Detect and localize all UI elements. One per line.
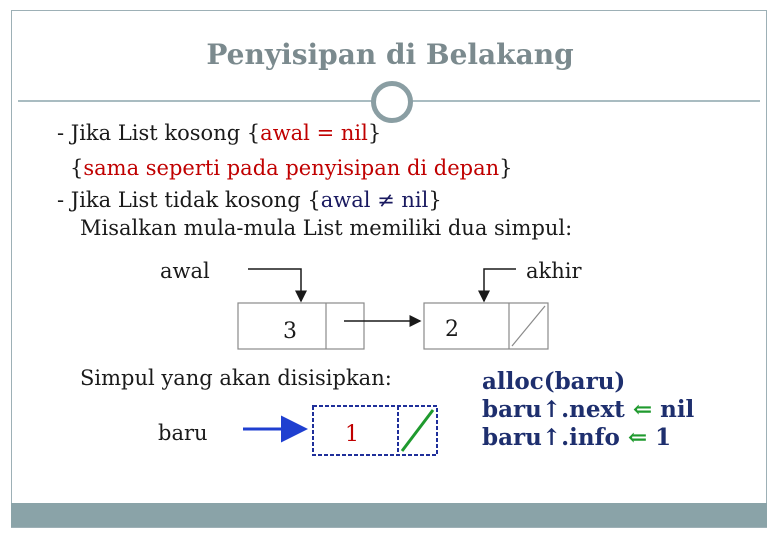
code-info-text: baru↑.info [482, 424, 628, 451]
assign-arrow-icon: ⇐ [627, 424, 648, 451]
bullet-1-prefix: - Jika List kosong { [57, 121, 261, 145]
label-baru: baru [158, 421, 208, 445]
node-1-info: 3 [283, 319, 297, 344]
bullet-3-condition: awal ≠ nil [320, 188, 429, 212]
insert-caption: Simpul yang akan disisipkan: [80, 366, 392, 390]
code-info-value: 1 [647, 424, 672, 451]
label-awal: awal [160, 259, 210, 283]
label-akhir: akhir [526, 259, 582, 283]
akhir-pointer-arrow [484, 269, 516, 301]
node-1 [238, 303, 364, 349]
bullet-1-suffix: } [367, 121, 382, 145]
bullet-3-suffix: } [428, 188, 442, 212]
new-node [313, 406, 437, 455]
bullet-two-nodes: Misalkan mula-mula List memiliki dua simpul: [80, 216, 573, 240]
bullet-2-suffix: } [499, 156, 513, 180]
node-2-info: 2 [445, 317, 459, 342]
bullet-2-prefix: { [70, 156, 84, 180]
assign-arrow-icon: ⇐ [632, 396, 653, 423]
bullet-1-condition: awal = nil [260, 121, 368, 145]
slide-title: Penyisipan di Belakang [206, 38, 574, 71]
awal-pointer-arrow [248, 269, 301, 301]
code-alloc: alloc(baru) [482, 368, 626, 395]
new-node-info: 1 [345, 422, 359, 447]
bullet-3-prefix: - Jika List tidak kosong { [57, 188, 321, 212]
node-2 [424, 303, 548, 349]
bullet-2-note: sama seperti pada penyisipan di depan [83, 156, 500, 180]
code-next-text: baru↑.next [482, 396, 633, 423]
code-next-value: nil [652, 396, 695, 423]
